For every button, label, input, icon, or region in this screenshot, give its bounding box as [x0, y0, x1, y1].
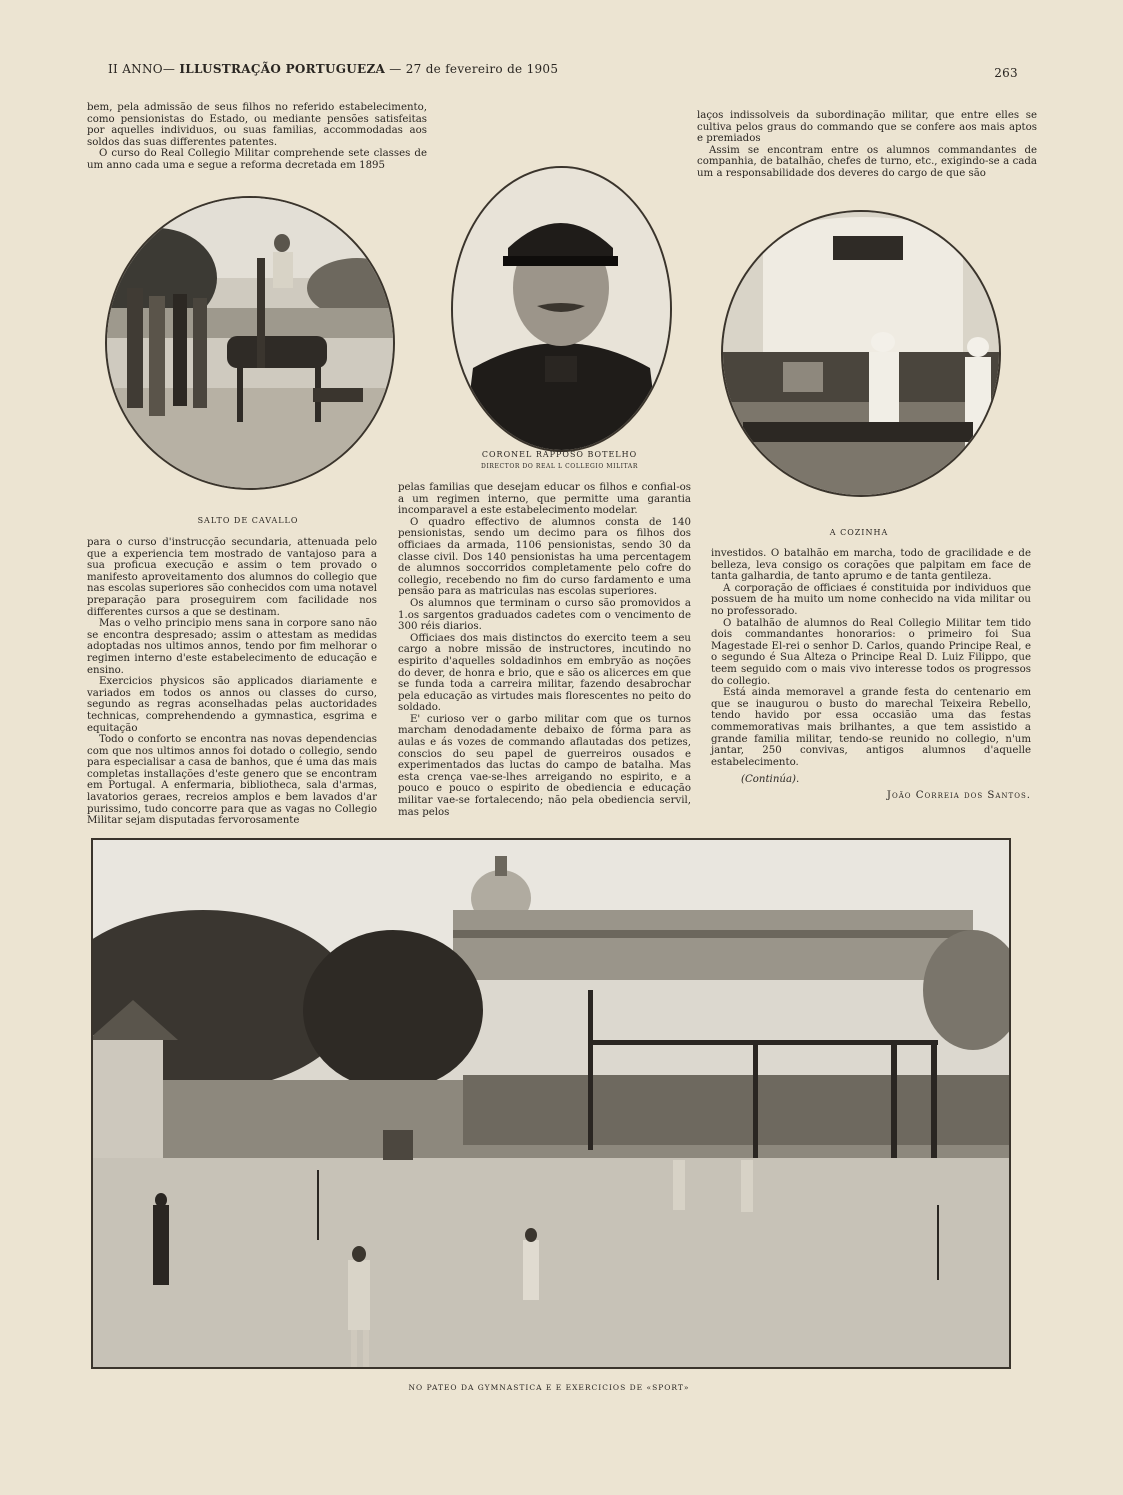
center-column-text [398, 482, 691, 818]
photo-coronel-portrait [451, 166, 672, 452]
right-column-text [711, 548, 1031, 801]
paragraph: laços indissolveis da subordinação militar, que entre elles se cultiva pelos graus do commando que se confere aos mais aptos e premiados [697, 110, 1037, 145]
left-column-text [87, 537, 377, 827]
article-author: João Correia dos Santos. [886, 789, 1031, 801]
continua-note: (Continúa). [741, 774, 800, 786]
paragraph: bem, pela admissão de seus filhos no referido estabelecimento, como pensionistas do Estado, ou mediante pensões satisfeitas por aquelles individuos, ou suas familias, accommodadas aos soldos das suas differentes patentes. [87, 102, 427, 148]
paragraph: Assim se encontram entre os alumnos commandantes de companhia, de batalhão, chefes de turno, etc., exigindo-se a cada um a responsabilidade dos deveres do cargo de que são [697, 144, 1037, 179]
photo-pateo-da-gymnastica [91, 838, 1011, 1369]
issue-label: II ANNO— [108, 62, 176, 76]
paragraph: Todo o conforto se encontra nas novas dependencias com que nos ultimos annos foi dotado o collegio, sendo para especialisar a casa de banhos, que é uma das mais completas installações d'este genero que se encontram em Portugal. A enfermaria, bibliotheca, sala d'armas, lavatorios geraes, recreios amplos e bem lavados d'ar purissimo, tudo concorre para que as vagas no Collegio Militar sejam disputadas fervorosamente [87, 734, 377, 827]
caption-salto-de-cavallo: SALTO DE CAVALLO [197, 516, 299, 525]
top-right-text [697, 110, 1037, 180]
photo-a-cozinha [721, 210, 1001, 497]
paragraph: Está ainda memoravel a grande festa do centenario em que se inaugurou o busto do marechal Teixeira Rebello, tendo havido por essa occasião uma das festas commemorativas mais brilhantes, a que tem assistido a grande familia militar, tendo-se reunido no collegio, n'um jantar, 250 convivas, antigos alumnos d'aquelle estabelecimento. [711, 687, 1031, 768]
top-left-text [87, 102, 427, 172]
paragraph: Exercicios physicos são applicados diariamente e variados em todos os annos ou classes do curso, segundo as regras aconselhadas pelas auctoridades technicas, comprehendendo a gymnastica, esgrima e equitação [87, 676, 377, 734]
paragraph: Mas o velho principio mens sana in corpore sano não se encontra despresado; assim o attestam as medidas adoptadas nos ultimos annos, tendo por fim melhorar o regimen interno d'este estabelecimento de educação e ensino. [87, 618, 377, 676]
header-line [108, 62, 558, 76]
paragraph: Officiaes dos mais distinctos do exercito teem a seu cargo a nobre missão de instructores, incutindo no espirito d'aquelles soldadinhos em embryão as noções do dever, de honra e brio, que e são os alicerces em que se funda toda a carreira militar, fazendo desabrochar pela educação as virtudes mais florescentes no peito do soldado. [398, 632, 691, 714]
page-number: 263 [994, 66, 1018, 80]
paragraph: Os alumnos que terminam o curso são promovidos a 1.os sargentos graduados cadetes com o vencimento de 300 réis diarios. [398, 597, 691, 633]
caption-coronel: CORONEL RAPPOSO BOTELHO [481, 450, 638, 459]
paragraph: O quadro effectivo de alumnos consta de 140 pensionistas, sendo um decimo para os filhos dos officiaes da armada, 1106 pensionistas, sendo 30 da classe civil. Dos 140 pensionistas ha uma percentagem de alumnos soccorridos completamente pelo cofre do collegio, recebendo no fim do curso fardamento e uma pensão para as matriculas nas escolas superiores. [398, 516, 691, 598]
publication-title: ILLUSTRAÇÃO PORTUGUEZA [179, 62, 386, 76]
photo-salto-de-cavallo [105, 196, 395, 490]
paragraph: O curso do Real Collegio Militar comprehende sete classes de um anno cada uma e segue a reforma decretada em 1895 [87, 148, 427, 171]
page-header [108, 60, 1018, 80]
kitchen-illustration [723, 212, 999, 495]
portrait-illustration [453, 168, 670, 450]
paragraph: investidos. O batalhão em marcha, todo de gracilidade e de belleza, leva consigo os corações que palpitam em face de tanta galhardia, de tanto aprumo e de tanta gentileza. [711, 548, 1031, 583]
subcaption-coronel: DIRECTOR DO REAL L COLLEGIO MILITAR [481, 463, 638, 470]
paragraph: O batalhão de alumnos do Real Collegio Militar tem tido dois commandantes honorarios: o primeiro foi Sua Magestade El-rei o senhor D. Carlos, quando Principe Real, e o segundo é Sua Alteza o Principe Real D. Luiz Filippo, que teem seguido com o mais vivo interesse todos os progressos do collegio. [711, 617, 1031, 687]
vaulting-illustration [107, 198, 393, 488]
paragraph: E' curioso ver o garbo militar com que os turnos marcham denodadamente debaixo de fórma para as aulas e ás vozes de commando aflautadas dos petizes, conscios do seu papel de guerreiros ousados e experimentados das luctas do campo de batalha. Mas esta crença vae-se-lhes arreigando no espirito, e a pouco e pouco o espirito de obediencia e educação militar vae-se fortalecendo; não pela obediencia servil, mas pelos [398, 713, 691, 818]
paragraph: A corporação de officiaes é constituida por individuos que possuem de ha muito um nome conhecido na vida militar ou no professorado. [711, 582, 1031, 617]
caption-a-cozinha: A COZINHA [829, 528, 889, 537]
paragraph: pelas familias que desejam educar os filhos e confial-os a um regimen interno, que permitte uma garantia incomparavel a este estabelecimento modelar. [398, 482, 691, 517]
paragraph: para o curso d'instrucção secundaria, attenuada pelo que a experiencia tem mostrado de vantajoso para a sua proficua execução e assim o tem provado o manifesto aproveitamento dos alumnos do collegio que nas escolas superiores são conhecidos com uma notavel preparação para proseguirem com facilidade nos differentes cursos a que se destinam. [87, 537, 377, 618]
courtyard-illustration [93, 840, 1009, 1367]
caption-pateo-da-gymnastica: NO PATEO DA GYMNASTICA E E EXERCICIOS DE «SPORT» [408, 1383, 690, 1392]
issue-date: — 27 de fevereiro de 1905 [389, 62, 559, 76]
